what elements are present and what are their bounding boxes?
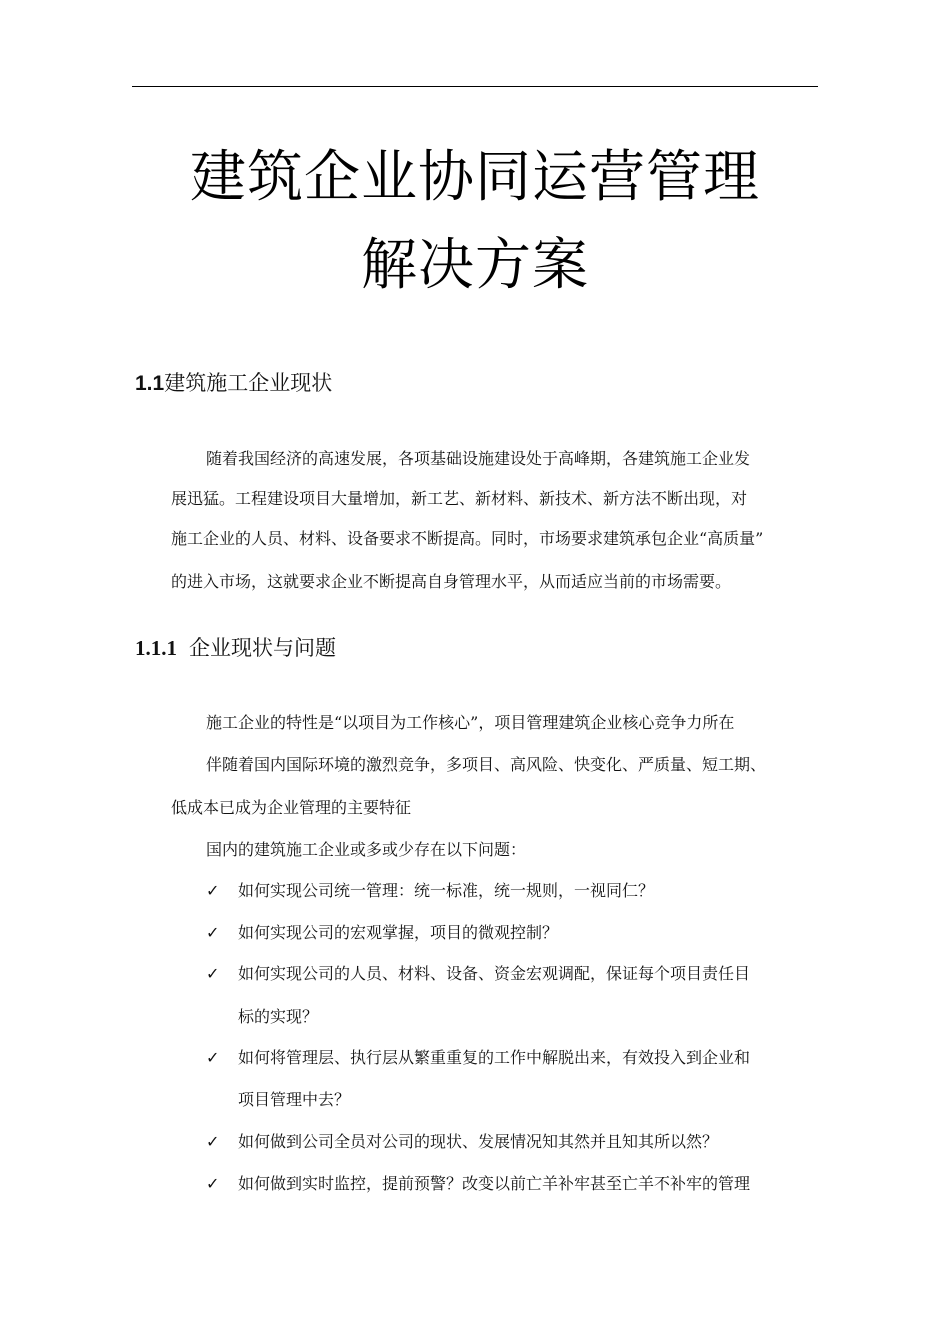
question-item-continuation: 标的实现？ (238, 1007, 319, 1026)
section-number: 1.1 (135, 372, 165, 395)
paragraph-line: 展迅猛。工程建设项目大量增加，新工艺、新材料、新技术、新方法不断出现，对 (171, 489, 748, 508)
question-item: 如何实现公司的人员、材料、设备、资金宏观调配，保证每个项目责任目 (238, 964, 751, 983)
checkmark-icon: ✓ (206, 881, 220, 900)
question-item: 如何将管理层、执行层从繁重重复的工作中解脱出来，有效投入到企业和 (238, 1048, 751, 1067)
body-line: 施工企业的特性是“以项目为工作核心”，项目管理建筑企业核心竞争力所在 (206, 713, 735, 732)
header-rule (132, 86, 818, 87)
section-title: 建筑施工企业现状 (164, 371, 333, 395)
section-title: 企业现状与问题 (189, 636, 336, 660)
section-heading-1-1 (135, 373, 332, 394)
body-line: 低成本已成为企业管理的主要特征 (171, 798, 412, 817)
checkmark-icon: ✓ (206, 1174, 220, 1193)
question-item: 如何实现公司的宏观掌握，项目的微观控制？ (238, 923, 559, 942)
document-title-line-1: 建筑企业协同运营管理 (190, 145, 760, 210)
body-line: 国内的建筑施工企业或多或少存在以下问题： (206, 840, 527, 859)
paragraph-line: 的进入市场，这就要求企业不断提高自身管理水平，从而适应当前的市场需要。 (171, 572, 732, 591)
section-heading-1-1-1 (135, 638, 336, 659)
paragraph-line: 施工企业的人员、材料、设备要求不断提高。同时，市场要求建筑承包企业“高质量” (171, 529, 764, 548)
question-item: 如何实现公司统一管理：统一标准，统一规则，一视同仁？ (238, 881, 655, 900)
question-item-continuation: 项目管理中去？ (238, 1090, 351, 1109)
body-line: 伴随着国内国际环境的激烈竞争，多项目、高风险、快变化、严质量、短工期、 (206, 755, 767, 774)
checkmark-icon: ✓ (206, 1048, 220, 1067)
question-item: 如何做到公司全员对公司的现状、发展情况知其然并且知其所以然？ (238, 1132, 719, 1151)
checkmark-icon: ✓ (206, 1132, 220, 1151)
checkmark-icon: ✓ (206, 923, 220, 942)
question-item: 如何做到实时监控，提前预警？改变以前亡羊补牢甚至亡羊不补牢的管理 (238, 1174, 751, 1193)
checkmark-icon: ✓ (206, 964, 220, 983)
document-title-line-2: 解决方案 (361, 233, 589, 298)
section-number: 1.1.1 (135, 636, 177, 660)
paragraph-line: 随着我国经济的高速发展，各项基础设施建设处于高峰期，各建筑施工企业发 (206, 449, 751, 468)
